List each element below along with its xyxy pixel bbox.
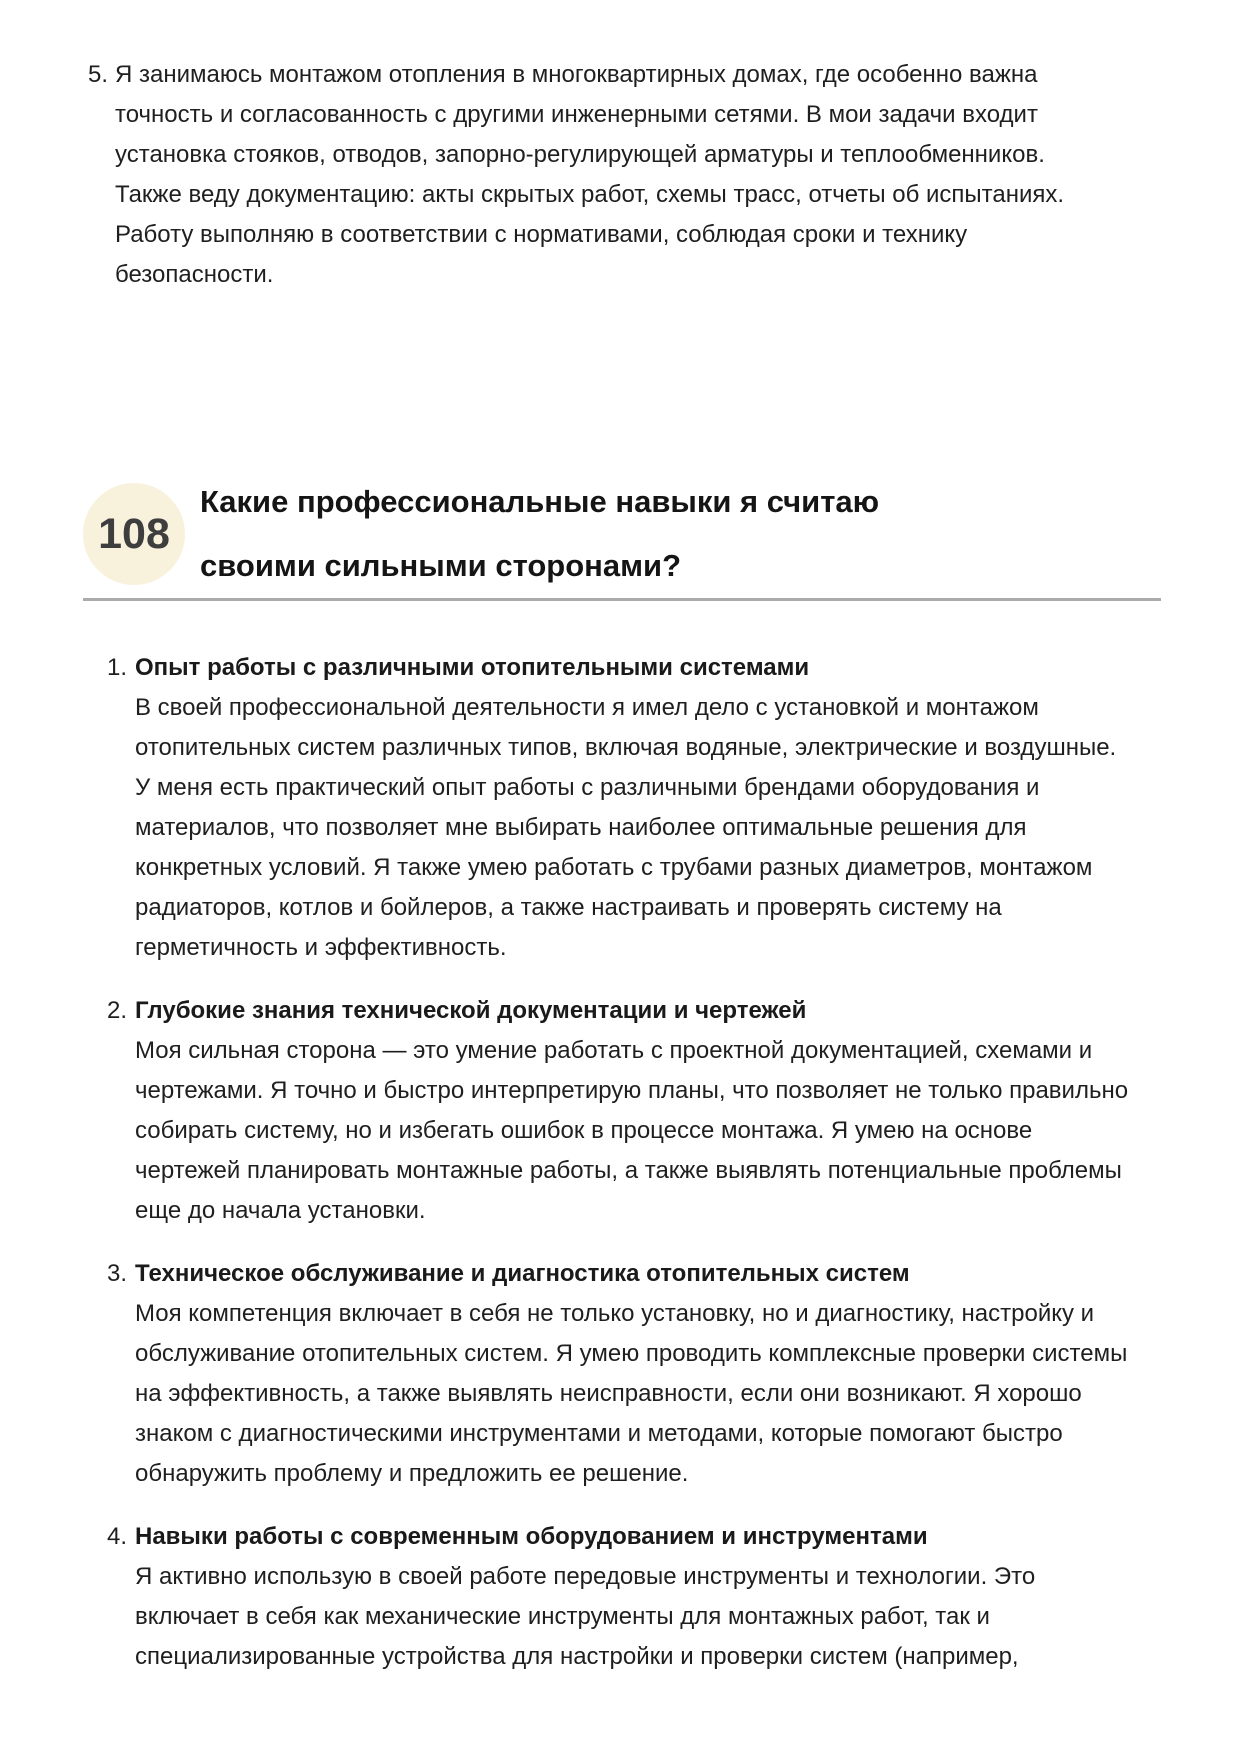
answer-title: Техническое обслуживание и диагностика отопительных систем <box>135 1260 910 1287</box>
list-item <box>83 1254 1135 1494</box>
question-title: Какие профессиональные навыки я считаю своими сильными сторонами? <box>200 484 880 583</box>
question-number: 108 <box>98 509 170 558</box>
question-header <box>83 470 1161 598</box>
section-divider <box>83 598 1161 601</box>
list-item-number: 5. <box>88 61 109 88</box>
list-item-number: 1. <box>107 654 128 681</box>
list-item-number: 3. <box>107 1260 128 1287</box>
answer-body: Я активно использую в своей работе передовые инструменты и технологии. Это включает в себя как механические инструменты для монтажных работ, так и специализированные устройства для настройки и проверки систем (например, <box>135 1563 1036 1670</box>
list-item <box>83 991 1135 1231</box>
list-item <box>83 1517 1135 1677</box>
list-item-number: 4. <box>107 1523 128 1550</box>
list-item <box>83 55 1080 295</box>
answer-title: Опыт работы с различными отопительными системами <box>135 654 810 681</box>
answers-list <box>83 648 1161 1677</box>
answer-title: Навыки работы с современным оборудованием и инструментами <box>135 1523 928 1550</box>
answer-body: Моя сильная сторона — это умение работать с проектной документацией, схемами и чертежами. Я точно и быстро интерпретирую планы, что позволяет не только правильно собирать систему, но и избегать ошибок в процессе монтажа. Я умею на основе чертежей планировать монтажные работы, а также выявлять потенциальные проблемы еще до начала установки. <box>135 1037 1129 1224</box>
question-number-badge <box>83 483 185 585</box>
answer-title: Глубокие знания технической документации и чертежей <box>135 997 807 1024</box>
list-item-text: Я занимаюсь монтажом отопления в многоквартирных домах, где особенно важна точность и согласованность с другими инженерными сетями. В мои задачи входит установка стояков, отводов, запорно-регулирующей арматуры и теплообменников. Также веду документацию: акты скрытых работ, схемы трасс, отчеты об испытаниях. Работу выполняю в соответствии с нормативами, соблюдая сроки и технику безопасности. <box>115 61 1065 288</box>
list-item <box>83 648 1135 968</box>
list-item-number: 2. <box>107 997 128 1024</box>
answer-body: В своей профессиональной деятельности я имел дело с установкой и монтажом отопительных систем различных типов, включая водяные, электрические и воздушные. У меня есть практический опыт работы с различными брендами оборудования и материалов, что позволяет мне выбирать наиболее оптимальные решения для конкретных условий. Я также умею работать с трубами разных диаметров, монтажом радиаторов, котлов и бойлеров, а также настраивать и проверять систему на герметичность и эффективность. <box>135 694 1117 961</box>
answer-body: Моя компетенция включает в себя не только установку, но и диагностику, настройку и обслуживание отопительных систем. Я умею проводить комплексные проверки системы на эффективность, а также выявлять неисправности, если они возникают. Я хорошо знаком с диагностическими инструментами и методами, которые помогают быстро обнаружить проблему и предложить ее решение. <box>135 1300 1128 1487</box>
